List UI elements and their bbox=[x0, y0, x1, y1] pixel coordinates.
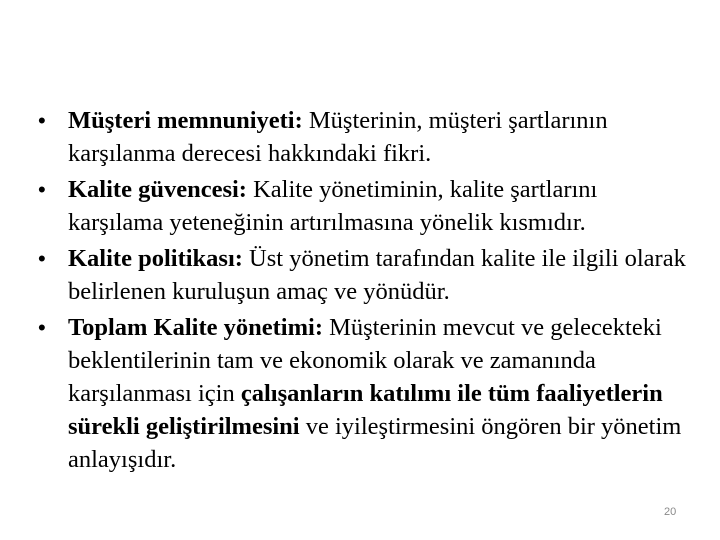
term-label: Müşteri memnuniyeti: bbox=[68, 107, 303, 134]
page-number: 20 bbox=[664, 506, 677, 518]
definition-text: Kalite yönetiminin, kalite şartlarını karşılama yeteneğinin artırılmasına yönelik kısmıdır. bbox=[68, 176, 598, 236]
bullet-icon: • bbox=[38, 315, 46, 340]
term-label: Toplam Kalite yönetimi: bbox=[68, 314, 323, 341]
term-label: Kalite güvencesi: bbox=[68, 176, 247, 203]
bullet-item-kalite-politikasi bbox=[38, 242, 688, 308]
term-label: Kalite politikası: bbox=[68, 245, 243, 272]
definition-text: Üst yönetim tarafından kalite ile ilgili olarak belirlenen kuruluşun amaç ve yönüdür. bbox=[68, 245, 686, 305]
bullet-icon: • bbox=[38, 246, 46, 271]
bullet-icon: • bbox=[38, 108, 46, 133]
definition-text: Müşterinin, müşteri şartlarının karşılanma derecesi hakkındaki fikri. bbox=[68, 107, 608, 167]
bullet-item-toplam-kalite-yonetimi bbox=[38, 311, 688, 476]
bullet-list bbox=[38, 104, 688, 479]
definition-text-end: ve iyileştirmesini öngören bir yönetim anlayışıdır. bbox=[68, 413, 682, 473]
bullet-item-musteri-memnuniyeti bbox=[38, 104, 688, 170]
definition-text: Müşterinin mevcut ve gelecekteki beklentilerinin tam ve ekonomik olarak ve zamanında karşılanması için bbox=[68, 314, 662, 407]
bullet-icon: • bbox=[38, 177, 46, 202]
emphasis-text: çalışanların katılımı ile tüm faaliyetlerin sürekli geliştirilmesini bbox=[68, 380, 663, 440]
bullet-item-kalite-guvencesi bbox=[38, 173, 688, 239]
